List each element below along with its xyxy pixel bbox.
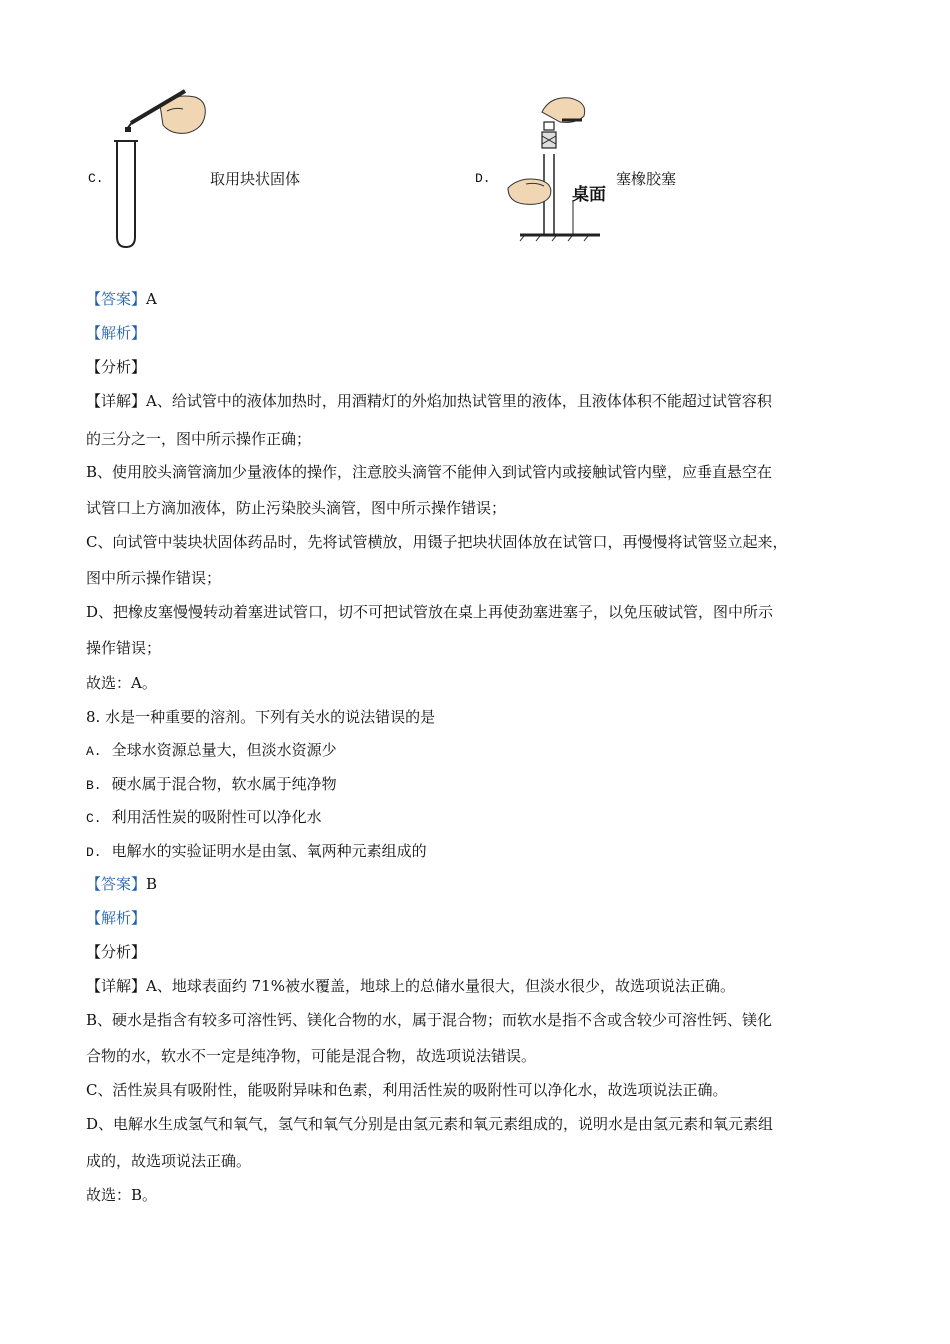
q7-fenxi-tag: 【分析】 bbox=[86, 358, 147, 376]
q8-option-b bbox=[86, 773, 337, 794]
figure-d-illustration bbox=[500, 92, 610, 242]
tweezers-hand-icon bbox=[125, 91, 205, 133]
figure-c-caption: 取用块状固体 bbox=[210, 170, 301, 188]
q7-conclusion: 故选：A。 bbox=[86, 674, 157, 692]
q8-detail-line-1 bbox=[86, 975, 735, 996]
option-text: 利用活性炭的吸附性可以净化水 bbox=[111, 808, 322, 826]
q7-answer-line bbox=[86, 288, 157, 309]
answer-value: B bbox=[146, 875, 158, 893]
table-surface-icon bbox=[520, 200, 600, 241]
q8-detail-line-5: D、电解水生成氢气和氧气，氢气和氧气分别是由氢元素和氧元素组成的，说明水是由氢元素和氧元素组 bbox=[86, 1115, 774, 1133]
option-text: 电解水的实验证明水是由氢、氧两种元素组成的 bbox=[111, 842, 427, 860]
figure-d-caption: 塞橡胶塞 bbox=[616, 170, 677, 188]
q7-detail-line-5: C、向试管中装块状固体药品时，先将试管横放，用镊子把块状固体放在试管口，再慢慢将试管竖立起来， bbox=[86, 533, 788, 551]
option-letter: D. bbox=[86, 845, 102, 860]
q8-conclusion: 故选：B。 bbox=[86, 1186, 158, 1204]
option-letter: B. bbox=[86, 778, 102, 793]
q8-detail-line-2: B、硬水是指含有较多可溶性钙、镁化合物的水，属于混合物；而软水是指不含或含较少可溶性钙、镁化 bbox=[86, 1011, 773, 1029]
option-letter: A. bbox=[86, 744, 102, 759]
test-tube-icon bbox=[114, 141, 138, 247]
q8-fenxi-tag: 【分析】 bbox=[86, 943, 147, 961]
hand-holding-stopper-icon bbox=[542, 98, 585, 148]
q7-detail-line-8: 操作错误； bbox=[86, 639, 162, 657]
q8-option-c bbox=[86, 806, 322, 827]
figure-c-illustration bbox=[105, 85, 215, 255]
option-text: 全球水资源总量大，但淡水资源少 bbox=[111, 741, 337, 759]
detail-text: A、给试管中的液体加热时，用酒精灯的外焰加热试管里的液体，且液体体积不能超过试管容积 bbox=[146, 392, 772, 410]
answer-tag: 【答案】 bbox=[86, 875, 147, 893]
q7-detail-line-3: B、使用胶头滴管滴加少量液体的操作，注意胶头滴管不能伸入到试管内或接触试管内壁，应垂直悬空在 bbox=[86, 463, 773, 481]
q7-detail-line-4: 试管口上方滴加液体，防止污染胶头滴管，图中所示操作错误； bbox=[86, 499, 507, 517]
detail-tag: 【详解】 bbox=[86, 977, 147, 995]
q8-stem: 8. 水是一种重要的溶剂。下列有关水的说法错误的是 bbox=[86, 708, 436, 726]
option-text: 硬水属于混合物，软水属于纯净物 bbox=[111, 775, 337, 793]
q8-option-a bbox=[86, 739, 337, 760]
detail-tag: 【详解】 bbox=[86, 392, 147, 410]
table-label: 桌面 bbox=[572, 185, 606, 205]
q7-detail-line-2: 的三分之一，图中所示操作正确； bbox=[86, 430, 312, 448]
q8-jiexi-tag: 【解析】 bbox=[86, 909, 147, 927]
q8-detail-line-4: C、活性炭具有吸附性，能吸附异味和色素，利用活性炭的吸附性可以净化水，故选项说法正确。 bbox=[86, 1081, 728, 1099]
q8-detail-line-3: 合物的水，软水不一定是纯净物，可能是混合物，故选项说法错误。 bbox=[86, 1047, 537, 1065]
option-letter: C. bbox=[86, 811, 102, 826]
q8-detail-line-6: 成的，故选项说法正确。 bbox=[86, 1152, 252, 1170]
answer-value: A bbox=[146, 290, 157, 308]
option-d-letter: D. bbox=[475, 171, 491, 186]
answer-tag: 【答案】 bbox=[86, 290, 147, 308]
q7-detail-line-7: D、把橡皮塞慢慢转动着塞进试管口，切不可把试管放在桌上再使劲塞进塞子，以免压破试管，图中所示 bbox=[86, 603, 774, 621]
q8-option-d bbox=[86, 840, 427, 861]
q7-detail-line-6: 图中所示操作错误； bbox=[86, 569, 222, 587]
hand-holding-tube-icon bbox=[508, 179, 551, 204]
q7-detail-line-1 bbox=[86, 390, 772, 411]
detail-text: A、地球表面约 71%被水覆盖，地球上的总储水量很大，但淡水很少，故选项说法正确。 bbox=[146, 977, 735, 995]
q7-jiexi-tag: 【解析】 bbox=[86, 324, 147, 342]
q8-answer-line bbox=[86, 873, 157, 894]
option-c-letter: C. bbox=[88, 171, 104, 186]
